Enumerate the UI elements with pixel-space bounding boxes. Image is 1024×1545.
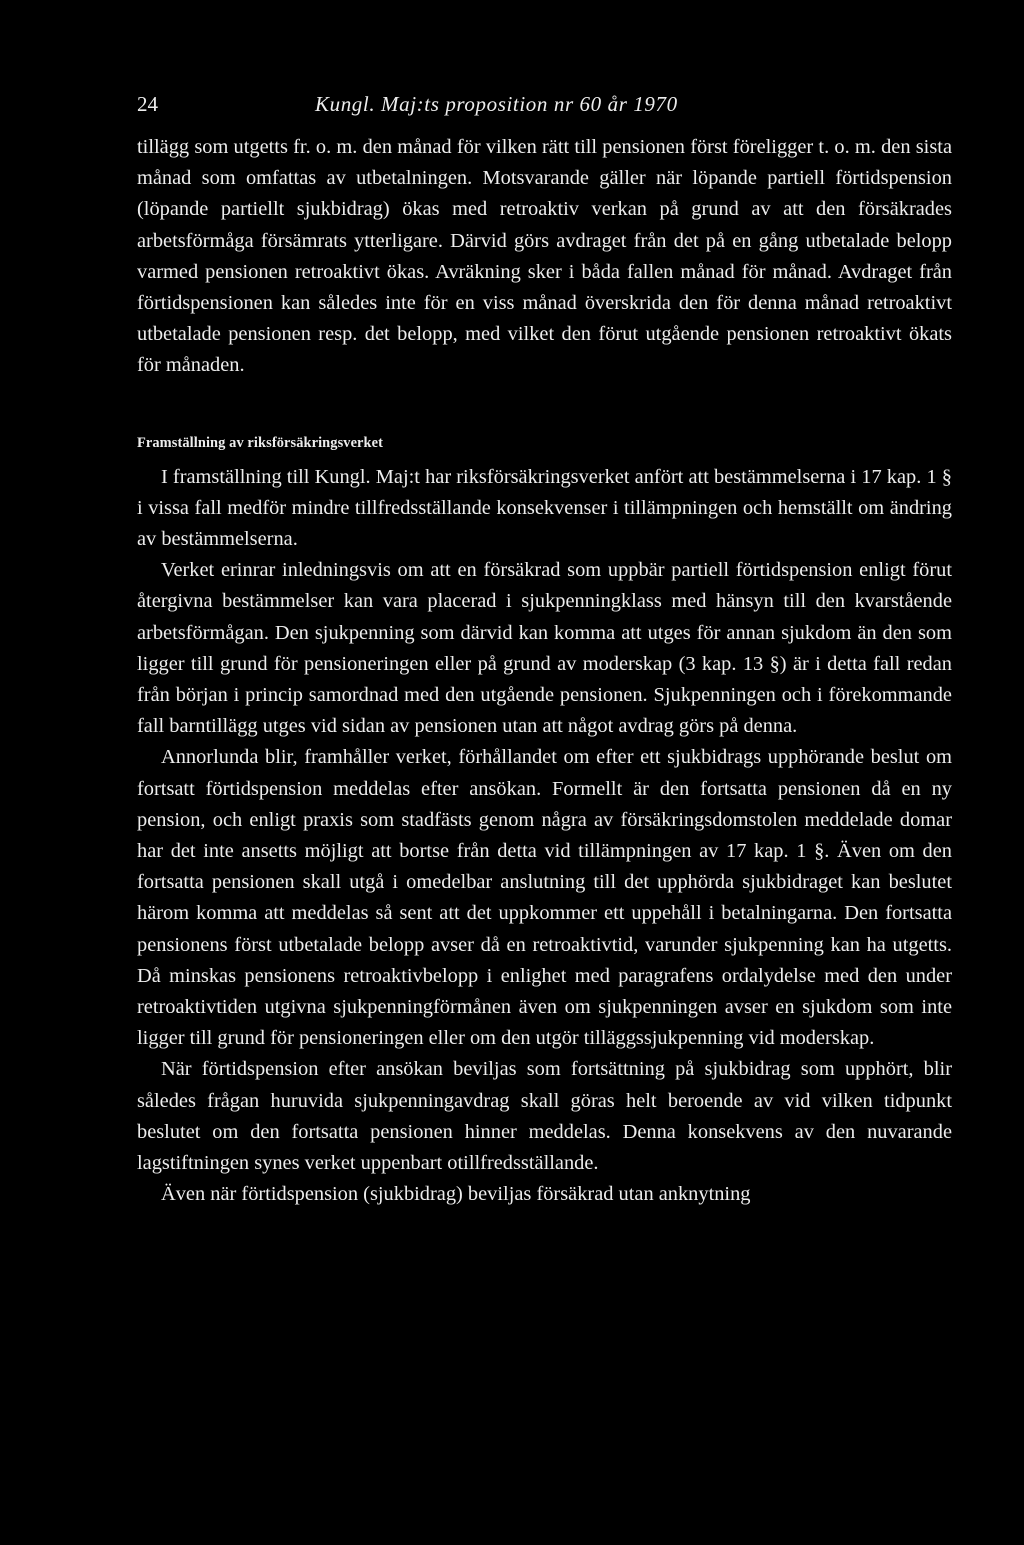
paragraph: tillägg som utgetts fr. o. m. den månad för vilken rätt till pensionen först föreligger t. o. m. den sista månad som omfattas av utbetalningen. Motsvarande gäller när löpande partiell förtidspension (löpande partiellt sjukbidrag) ökas med retroaktiv verkan på grund av att den försäkrades arbetsförmåga försämrats ytterligare. Därvid görs avdraget från det på en gång utbetalade belopp varmed pensionen retroaktivt ökas. Avräkning sker i båda fallen månad för månad. Avdraget från förtidspensionen kan således inte för en viss månad överskrida den för denna månad retroaktivt utbetalade pensionen resp. det belopp, med vilket den förut utgående pensionen retroaktivt ökats för månaden. [137,136,952,377]
document-title: Kungl. Maj:ts proposition nr 60 år 1970 [315,92,678,116]
paragraph: Verket erinrar inledningsvis om att en försäkrad som uppbär partiell förtidspension enligt förut återgivna bestämmelser kan vara placerad i sjukpenningklass med hänsyn till den kvarstående arbetsförmågan. Den sjukpenning som därvid kan komma att utges för annan sjukdom än den som ligger till grund för pensioneringen eller på grund av moderskap (3 kap. 13 §) är i detta fall redan från början i princip samordnad med den utgående pensionen. Sjukpenningen och i förekommande fall barntillägg utges vid sidan av pensionen utan att något avdrag görs på denna. [137,559,952,738]
running-header [137,86,952,122]
section-heading: Framställning av riksförsäkringsverket [137,434,384,451]
page-number: 24 [137,92,158,116]
paragraph: När förtidspension efter ansökan beviljas som fortsättning på sjukbidrag som upphört, blir således frågan huruvida sjukpenningavdrag skall göras helt beroende av vid vilken tidpunkt beslutet om den fortsatta pensionen hinner meddelas. Denna konsekvens av den nuvarande lagstiftningen synes verket uppenbart otillfredsställande. [137,1058,952,1175]
paragraph: I framställning till Kungl. Maj:t har riksförsäkringsverket anfört att bestämmelserna i 17 kap. 1 § i vissa fall medför mindre tillfredsställande konsekvenser i tillämpningen och hemställt om ändring av bestämmelserna. [137,465,952,551]
paragraph: Annorlunda blir, framhåller verket, förhållandet om efter ett sjukbidrags upphörande beslut om fortsatt förtidspension meddelas efter ansökan. Formellt är den fortsatta pensionen då en ny pension, och enligt praxis som stadfästs genom några av försäkringsdomstolen meddelade domar har det inte ansetts möjligt att bortse från detta vid tillämpningen av 17 kap. 1 §. Även om den fortsatta pensionen skall utgå i omedelbar anslutning till det upphörda sjukbidraget kan beslutet härom komma att meddelas så sent att det uppkommer ett uppehåll i betalningarna. Den fortsatta pensionens först utbetalade belopp avser då en retroaktivtid, varunder sjukpenning kan ha utgetts. Då minskas pensionens retroaktivbelopp i enlighet med paragrafens ordalydelse med den under retroaktivtiden utgivna sjukpenningförmånen även om sjukpenningen avser en sjukdom som inte ligger till grund för pensioneringen eller om den utgör tilläggssjukpenning vid moderskap. [137,746,952,1050]
body-text [137,132,952,1211]
paragraph: Även när förtidspension (sjukbidrag) beviljas försäkrad utan anknytning [161,1183,751,1206]
page-content [137,86,952,1211]
